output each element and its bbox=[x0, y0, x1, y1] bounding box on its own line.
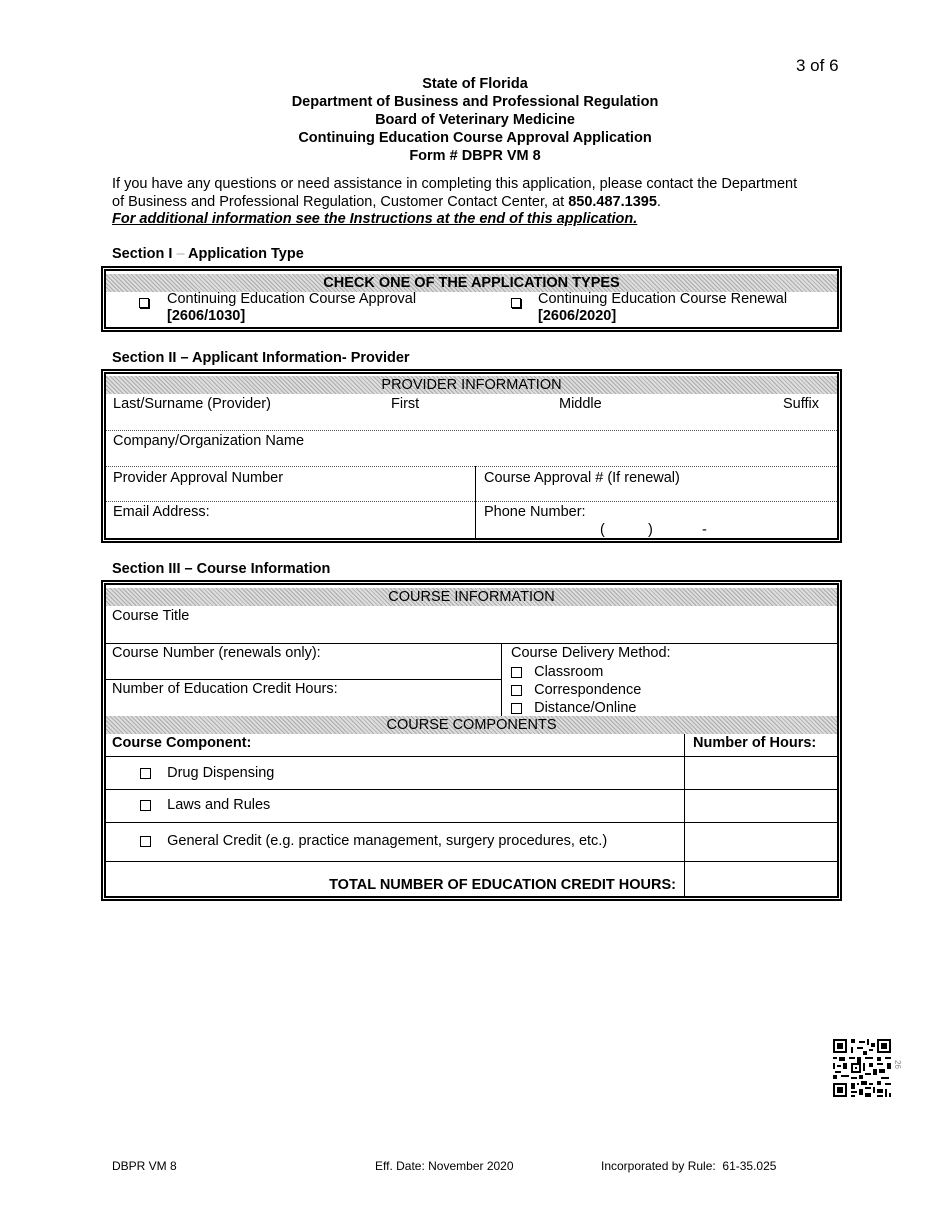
divider bbox=[106, 643, 837, 644]
section-1-name: Application Type bbox=[188, 246, 304, 262]
header-state: State of Florida bbox=[422, 76, 528, 92]
intro-period: . bbox=[656, 193, 661, 210]
hours-header: Number of Hours: bbox=[693, 735, 817, 751]
phone-area-close: ) bbox=[648, 522, 653, 538]
provider-approval-label: Provider Approval Number bbox=[113, 470, 284, 486]
divider bbox=[106, 822, 837, 823]
component-row-laws-rules[interactable] bbox=[140, 797, 270, 813]
course-number-label: Course Number (renewals only): bbox=[112, 645, 321, 661]
provider-information-banner: PROVIDER INFORMATION bbox=[106, 376, 837, 394]
phone-label: Phone Number: bbox=[484, 504, 586, 520]
first-name-label: First bbox=[391, 396, 420, 412]
delivery-option-classroom[interactable] bbox=[511, 663, 641, 681]
total-hours-label: TOTAL NUMBER OF EDUCATION CREDIT HOURS: bbox=[329, 877, 676, 893]
checkbox-laws-rules[interactable] bbox=[140, 800, 151, 811]
option-course-approval[interactable] bbox=[139, 295, 149, 311]
course-renewal-label: Continuing Education Course Renewal bbox=[538, 291, 788, 307]
header-board: Board of Veterinary Medicine bbox=[375, 112, 575, 128]
credit-hours-label: Number of Education Credit Hours: bbox=[112, 681, 338, 697]
header-form-number: Form # DBPR VM 8 bbox=[409, 148, 541, 164]
company-label: Company/Organization Name bbox=[113, 433, 305, 449]
last-name-label: Last/Surname (Provider) bbox=[113, 396, 271, 412]
option-course-renewal[interactable] bbox=[511, 295, 521, 311]
divider bbox=[106, 861, 837, 862]
component-row-drug-dispensing[interactable] bbox=[140, 765, 274, 781]
section-2-title: Section II – Applicant Information- Provider bbox=[112, 350, 410, 366]
checkbox-correspondence[interactable] bbox=[511, 685, 522, 696]
delivery-option-distance[interactable] bbox=[511, 699, 641, 717]
column-divider bbox=[475, 466, 476, 538]
course-components-banner: COURSE COMPONENTS bbox=[106, 716, 837, 734]
footer-rule: Incorporated by Rule: 61-35.025 bbox=[601, 1159, 777, 1173]
delivery-method-label: Course Delivery Method: bbox=[511, 645, 671, 661]
correspondence-label: Correspondence bbox=[534, 682, 642, 698]
distance-online-label: Distance/Online bbox=[534, 700, 637, 716]
column-divider bbox=[684, 734, 685, 896]
section-3-title: Section III – Course Information bbox=[112, 561, 331, 577]
divider bbox=[106, 679, 501, 680]
drug-dispensing-label: Drug Dispensing bbox=[167, 765, 275, 781]
page-number: 3 of 6 bbox=[796, 56, 839, 75]
divider bbox=[106, 501, 837, 502]
divider bbox=[106, 789, 837, 790]
delivery-method-options bbox=[511, 663, 641, 717]
laws-rules-label: Laws and Rules bbox=[167, 797, 271, 813]
footer-effective-date: Eff. Date: November 2020 bbox=[375, 1159, 514, 1173]
divider bbox=[106, 466, 837, 467]
component-row-general-credit[interactable] bbox=[140, 833, 607, 849]
footer-form-number: DBPR VM 8 bbox=[112, 1159, 177, 1173]
delivery-option-correspondence[interactable] bbox=[511, 681, 641, 699]
section-1-title bbox=[112, 246, 304, 262]
course-approval-number-label: Course Approval # (If renewal) bbox=[484, 470, 680, 486]
intro-paragraph bbox=[112, 176, 812, 229]
checkbox-classroom[interactable] bbox=[511, 667, 522, 678]
general-credit-label: General Credit (e.g. practice management, surgery procedures, etc.) bbox=[167, 833, 608, 849]
qr-number: 26 bbox=[893, 1060, 902, 1069]
instructions-note: For additional information see the Instructions at the end of this application. bbox=[112, 211, 638, 227]
divider bbox=[106, 756, 837, 757]
intro-text: If you have any questions or need assistance in completing this application, please contact the Department of Business and Professional Regulation, Customer Contact Center, at bbox=[112, 176, 798, 210]
column-divider bbox=[501, 643, 502, 716]
form-header bbox=[0, 75, 950, 165]
checkbox-course-approval[interactable] bbox=[139, 298, 149, 308]
phone-area-open: ( bbox=[600, 522, 605, 538]
qr-code-icon bbox=[833, 1039, 891, 1097]
checkbox-general-credit[interactable] bbox=[140, 836, 151, 847]
option-course-approval-text bbox=[167, 291, 416, 325]
checkbox-distance-online[interactable] bbox=[511, 703, 522, 714]
course-approval-code: [2606/1030] bbox=[167, 308, 246, 324]
header-department: Department of Business and Professional Regulation bbox=[291, 94, 659, 110]
checkbox-course-renewal[interactable] bbox=[511, 298, 521, 308]
component-header: Course Component: bbox=[112, 735, 252, 751]
classroom-label: Classroom bbox=[534, 664, 604, 680]
option-course-renewal-text bbox=[538, 291, 787, 325]
phone-dash: - bbox=[702, 522, 707, 538]
checkbox-drug-dispensing[interactable] bbox=[140, 768, 151, 779]
contact-phone: 850.487.1395 bbox=[568, 193, 657, 210]
suffix-label: Suffix bbox=[783, 396, 820, 412]
course-renewal-code: [2606/2020] bbox=[538, 308, 617, 324]
section-1-label: Section I bbox=[112, 246, 173, 262]
divider bbox=[106, 430, 837, 431]
course-information-banner: COURSE INFORMATION bbox=[106, 588, 837, 606]
application-type-box bbox=[101, 266, 842, 332]
email-label: Email Address: bbox=[113, 504, 210, 520]
middle-name-label: Middle bbox=[559, 396, 602, 412]
application-type-banner: CHECK ONE OF THE APPLICATION TYPES bbox=[106, 274, 837, 292]
course-information-box bbox=[101, 580, 842, 901]
provider-information-box bbox=[101, 369, 842, 543]
course-approval-label: Continuing Education Course Approval bbox=[167, 291, 417, 307]
section-1-dash: – bbox=[176, 246, 185, 262]
header-form-title: Continuing Education Course Approval Application bbox=[298, 130, 652, 146]
course-title-label: Course Title bbox=[112, 608, 190, 624]
